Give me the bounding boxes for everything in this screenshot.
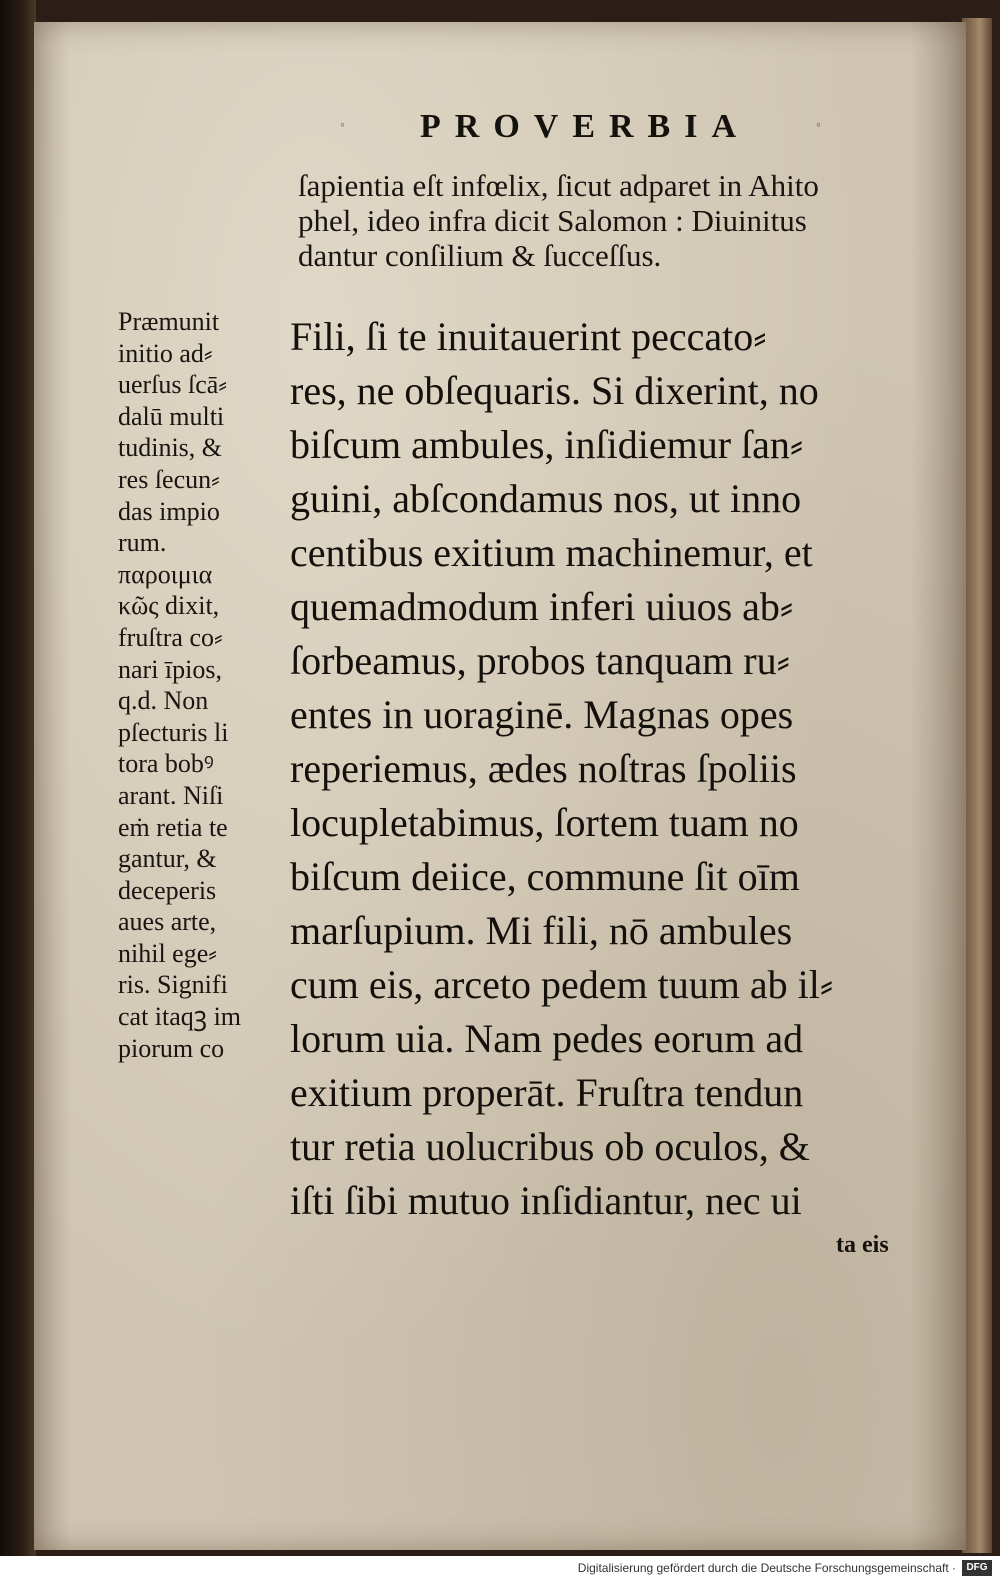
margin-line: aues arte, xyxy=(118,907,217,937)
main-line: reperiemus, ædes noſtras ſpoliis xyxy=(290,746,797,791)
margin-line: deceperis xyxy=(118,875,217,905)
margin-line: cat itaqꝫ im xyxy=(118,1002,242,1032)
margin-line: tora bobꝰ xyxy=(118,749,214,779)
margin-line: pſecturis li xyxy=(118,717,229,747)
margin-line: initio ad⸗ xyxy=(118,338,213,368)
main-line: exitium properāt. Fruſtra tendun xyxy=(290,1070,804,1115)
margin-line: ris. Signifi xyxy=(118,970,228,1000)
dfg-logo: DFG xyxy=(962,1560,992,1576)
footer-bar xyxy=(0,1556,1000,1581)
main-line: quemadmodum inferi uiuos ab⸗ xyxy=(290,584,794,629)
intro-line: dantur conſilium & ſucceſſus. xyxy=(298,238,662,273)
main-line: marſupium. Mi fili, nō ambules xyxy=(290,908,793,953)
margin-line: arant. Niſi xyxy=(118,780,224,810)
margin-line: nari īpios, xyxy=(118,654,222,684)
margin-line: Præmunit xyxy=(118,307,220,336)
scan-background-left xyxy=(0,0,36,1560)
main-line: biſcum deiice, commune ſit oīm xyxy=(290,854,800,899)
margin-line: rum. xyxy=(118,528,167,558)
main-line: biſcum ambules, inſidiemur ſan⸗ xyxy=(290,422,804,467)
margin-line: fruſtra co⸗ xyxy=(118,622,223,652)
header-ornament-left: ◦ xyxy=(340,118,345,133)
margin-line: uerſus ſcā⸗ xyxy=(118,370,228,400)
page-edge-right xyxy=(962,18,992,1553)
margin-line: παροιμια xyxy=(118,559,213,589)
margin-line: q.d. Non xyxy=(118,686,209,716)
margin-line: eṁ retia te xyxy=(118,812,228,842)
main-line: tur retia uolucribus ob oculos, & xyxy=(290,1124,810,1169)
margin-line: nihil ege⸗ xyxy=(118,938,217,968)
margin-line: piorum co xyxy=(118,1033,225,1063)
main-line: centibus exitium machinemur, et xyxy=(290,530,813,575)
margin-line: gantur, & xyxy=(118,844,217,874)
catchword: ta eis xyxy=(836,1232,889,1258)
main-line: locupletabimus, ſortem tuam no xyxy=(290,800,799,845)
intro-paragraph xyxy=(298,168,928,273)
intro-line: ſapientia eſt infœlix, ſicut adparet in Ahito xyxy=(298,168,819,203)
main-line: iſti ſibi mutuo inſidiantur, nec ui xyxy=(290,1178,802,1223)
funding-credit: Digitalisierung gefördert durch die Deutsche Forschungsgemeinschaft · xyxy=(577,1561,956,1575)
marginal-gloss xyxy=(118,306,288,1064)
main-line: entes in uoraginē. Magnas opes xyxy=(290,692,794,737)
main-line: Fili, ſi te inuitauerint peccato⸗ xyxy=(290,314,767,359)
main-line: ſorbeamus, probos tanquam ru⸗ xyxy=(290,638,790,683)
main-text-block xyxy=(290,310,930,1228)
intro-line: phel, ideo infra dicit Salomon : Diuinitus xyxy=(298,203,807,238)
header-ornament-right: ◦ xyxy=(816,118,821,133)
main-line: guini, abſcondamus nos, ut inno xyxy=(290,476,802,521)
margin-line: κῶς dixit, xyxy=(118,591,220,621)
running-title: PROVERBIA xyxy=(420,108,751,145)
margin-line: dalū multi xyxy=(118,401,225,431)
margin-line: tudinis, & xyxy=(118,433,223,463)
margin-line: res ſecun⸗ xyxy=(118,464,220,494)
margin-line: das impio xyxy=(118,496,220,526)
main-line: res, ne obſequaris. Si dixerint, no xyxy=(290,368,819,413)
main-line: lorum uia. Nam pedes eorum ad xyxy=(290,1016,804,1061)
main-line: cum eis, arceto pedem tuum ab il⸗ xyxy=(290,962,834,1007)
